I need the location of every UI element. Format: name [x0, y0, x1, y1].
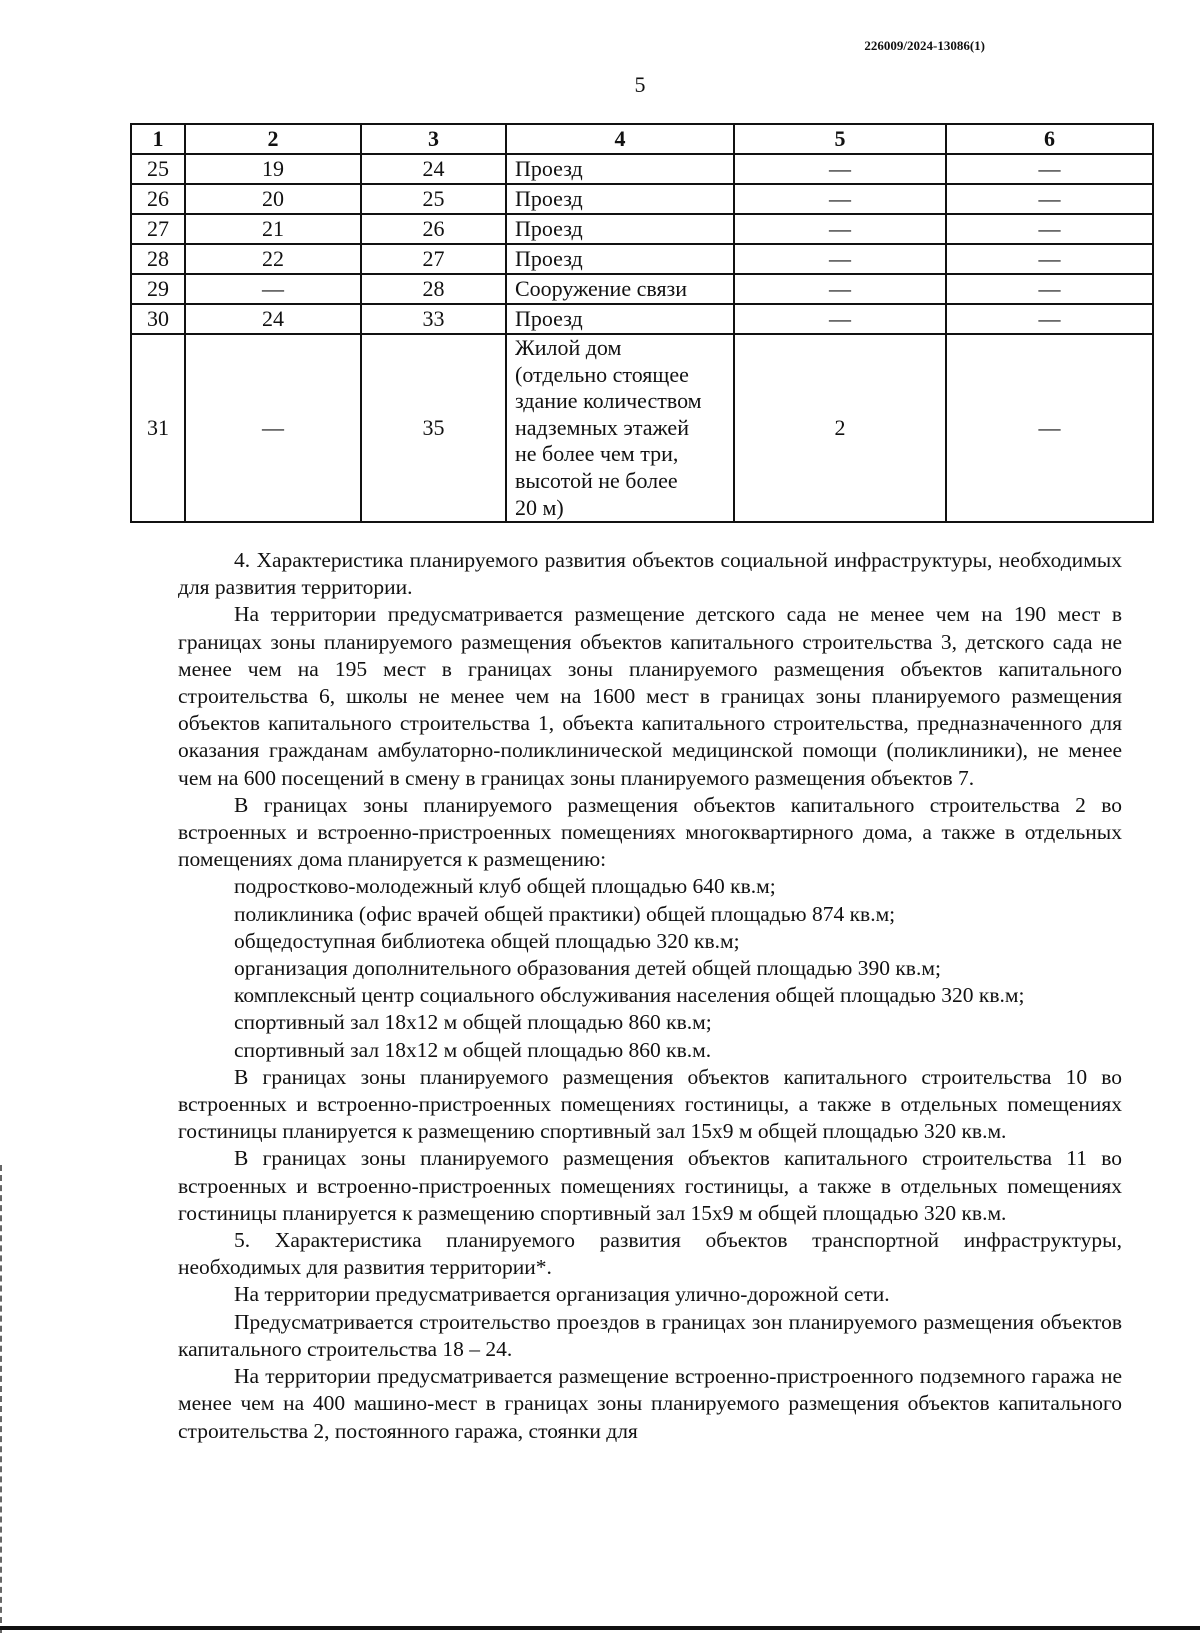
scan-edge-marks — [0, 1165, 4, 1633]
table-cell: — — [734, 244, 946, 274]
table-cell: 28 — [361, 274, 506, 304]
table-cell: 2 — [734, 334, 946, 522]
paragraph: В границах зоны планируемого размещения объектов капитального строительства 10 во встроенных и встроенно-пристроенных помещениях гостиницы, а также в отдельных помещениях гостиницы планируется к размещению спортивный зал 15x9 м общей площадью 320 кв.м. — [178, 1064, 1122, 1144]
table-cell: — — [734, 184, 946, 214]
table-cell: 24 — [185, 304, 361, 334]
column-header: 6 — [946, 124, 1153, 154]
table-cell: — — [185, 334, 361, 522]
page-number: 5 — [634, 72, 646, 97]
document-id: 226009/2024-13086(1) — [864, 38, 985, 53]
table-cell: Проезд — [506, 154, 734, 184]
list-item: поликлиника (офис врачей общей практики) общей площадью 874 кв.м; — [234, 901, 896, 926]
table-cell: 20 — [185, 184, 361, 214]
table-cell: 27 — [131, 214, 185, 244]
table-row — [131, 154, 1153, 184]
table-cell: — — [946, 244, 1153, 274]
column-header: 5 — [734, 124, 946, 154]
table-cell: — — [946, 184, 1153, 214]
paragraph: На территории предусматривается организация улично-дорожной сети. — [234, 1282, 890, 1307]
table-cell: 29 — [131, 274, 185, 304]
table-cell: 28 — [131, 244, 185, 274]
paragraph: В границах зоны планируемого размещения объектов капитального строительства 11 во встроенных и встроенно-пристроенных помещениях гостиницы, а также в отдельных помещениях гостиницы планируется к размещению спортивный зал 15x9 м общей площадью 320 кв.м. — [178, 1146, 1122, 1225]
paragraph: Предусматривается строительство проездов в границах зон планируемого размещения объектов капитального строительства 18 – 24. — [178, 1309, 1122, 1361]
table-cell: 26 — [361, 214, 506, 244]
table-cell: Сооружение связи — [506, 274, 734, 304]
table-cell: Жилой дом (отдельно стоящее здание количеством надземных этажей не более чем три, высотой не более 20 м) — [506, 334, 734, 522]
table-cell: 21 — [185, 214, 361, 244]
table-cell: Проезд — [506, 244, 734, 274]
table-row — [131, 214, 1153, 244]
table-cell: — — [734, 274, 946, 304]
paragraph: На территории предусматривается размещение встроенно-пристроенного подземного гаража не менее чем на 400 машино-мест в границах зоны планируемого размещения объектов капитального строительства 2, постоянного гаража, стоянки для — [178, 1364, 1122, 1443]
list-item: комплексный центр социального обслуживания населения общей площадью 320 кв.м; — [234, 983, 1025, 1008]
table-cell: 27 — [361, 244, 506, 274]
table-cell: — — [946, 274, 1153, 304]
paragraph: 4. Характеристика планируемого развития объектов социальной инфраструктуры, необходимых для развития территории. — [178, 548, 1122, 600]
table-cell: 22 — [185, 244, 361, 274]
table-cell: 25 — [131, 154, 185, 184]
table-row — [131, 304, 1153, 334]
table-cell: — — [185, 274, 361, 304]
table-cell: — — [946, 154, 1153, 184]
table-cell: Проезд — [506, 184, 734, 214]
table-cell: 24 — [361, 154, 506, 184]
table-cell: — — [734, 154, 946, 184]
table-cell: 25 — [361, 184, 506, 214]
table-cell: — — [946, 334, 1153, 522]
table-cell: — — [734, 304, 946, 334]
paragraph: 5. Характеристика планируемого развития объектов транспортной инфраструктуры, необходимых для развития территории*. — [178, 1228, 1122, 1280]
objects-table — [130, 123, 1154, 523]
table-cell: 33 — [361, 304, 506, 334]
list-item: общедоступная библиотека общей площадью 320 кв.м; — [234, 928, 740, 953]
column-header: 1 — [131, 124, 185, 154]
table-cell: 26 — [131, 184, 185, 214]
table-cell: Проезд — [506, 214, 734, 244]
column-header: 2 — [185, 124, 361, 154]
list-item: подростково-молодежный клуб общей площадью 640 кв.м; — [234, 874, 776, 899]
column-header: 3 — [361, 124, 506, 154]
table-header-row — [131, 124, 1153, 154]
table-cell: — — [946, 214, 1153, 244]
table-cell: 19 — [185, 154, 361, 184]
table-row — [131, 274, 1153, 304]
scan-bottom-border — [0, 1626, 1200, 1630]
paragraph: На территории предусматривается размещение детского сада не менее чем на 190 мест в границах зоны планируемого размещения объектов капитального строительства 3, детского сада не менее чем на 195 мест в границах зоны планируемого размещения объектов капитального строительства 6, школы не менее чем на 1600 мест в границах зоны планируемого размещения объектов капитального строительства 1, объекта капитального строительства, предназначенного для оказания гражданам амбулаторно-поликлинической медицинской помощи (поликлиники), не менее чем на 600 посещений в смену в границах зоны планируемого размещения объектов 7. — [178, 602, 1122, 790]
table-cell: 35 — [361, 334, 506, 522]
table-row — [131, 184, 1153, 214]
list-item: спортивный зал 18x12 м общей площадью 860 кв.м; — [234, 1010, 712, 1035]
table-row — [131, 244, 1153, 274]
table-cell: Проезд — [506, 304, 734, 334]
table-row — [131, 334, 1153, 522]
list-item: организация дополнительного образования детей общей площадью 390 кв.м; — [234, 956, 941, 981]
table-cell: — — [946, 304, 1153, 334]
table-cell: 31 — [131, 334, 185, 522]
document-body — [178, 547, 1122, 1445]
table-cell: 30 — [131, 304, 185, 334]
paragraph: В границах зоны планируемого размещения объектов капитального строительства 2 во встроенных и встроенно-пристроенных помещениях многоквартирного дома, а также в отдельных помещениях дома планируется к размещению: — [178, 792, 1122, 872]
column-header: 4 — [506, 124, 734, 154]
table-cell: — — [734, 214, 946, 244]
list-item: спортивный зал 18x12 м общей площадью 860 кв.м. — [234, 1037, 712, 1062]
